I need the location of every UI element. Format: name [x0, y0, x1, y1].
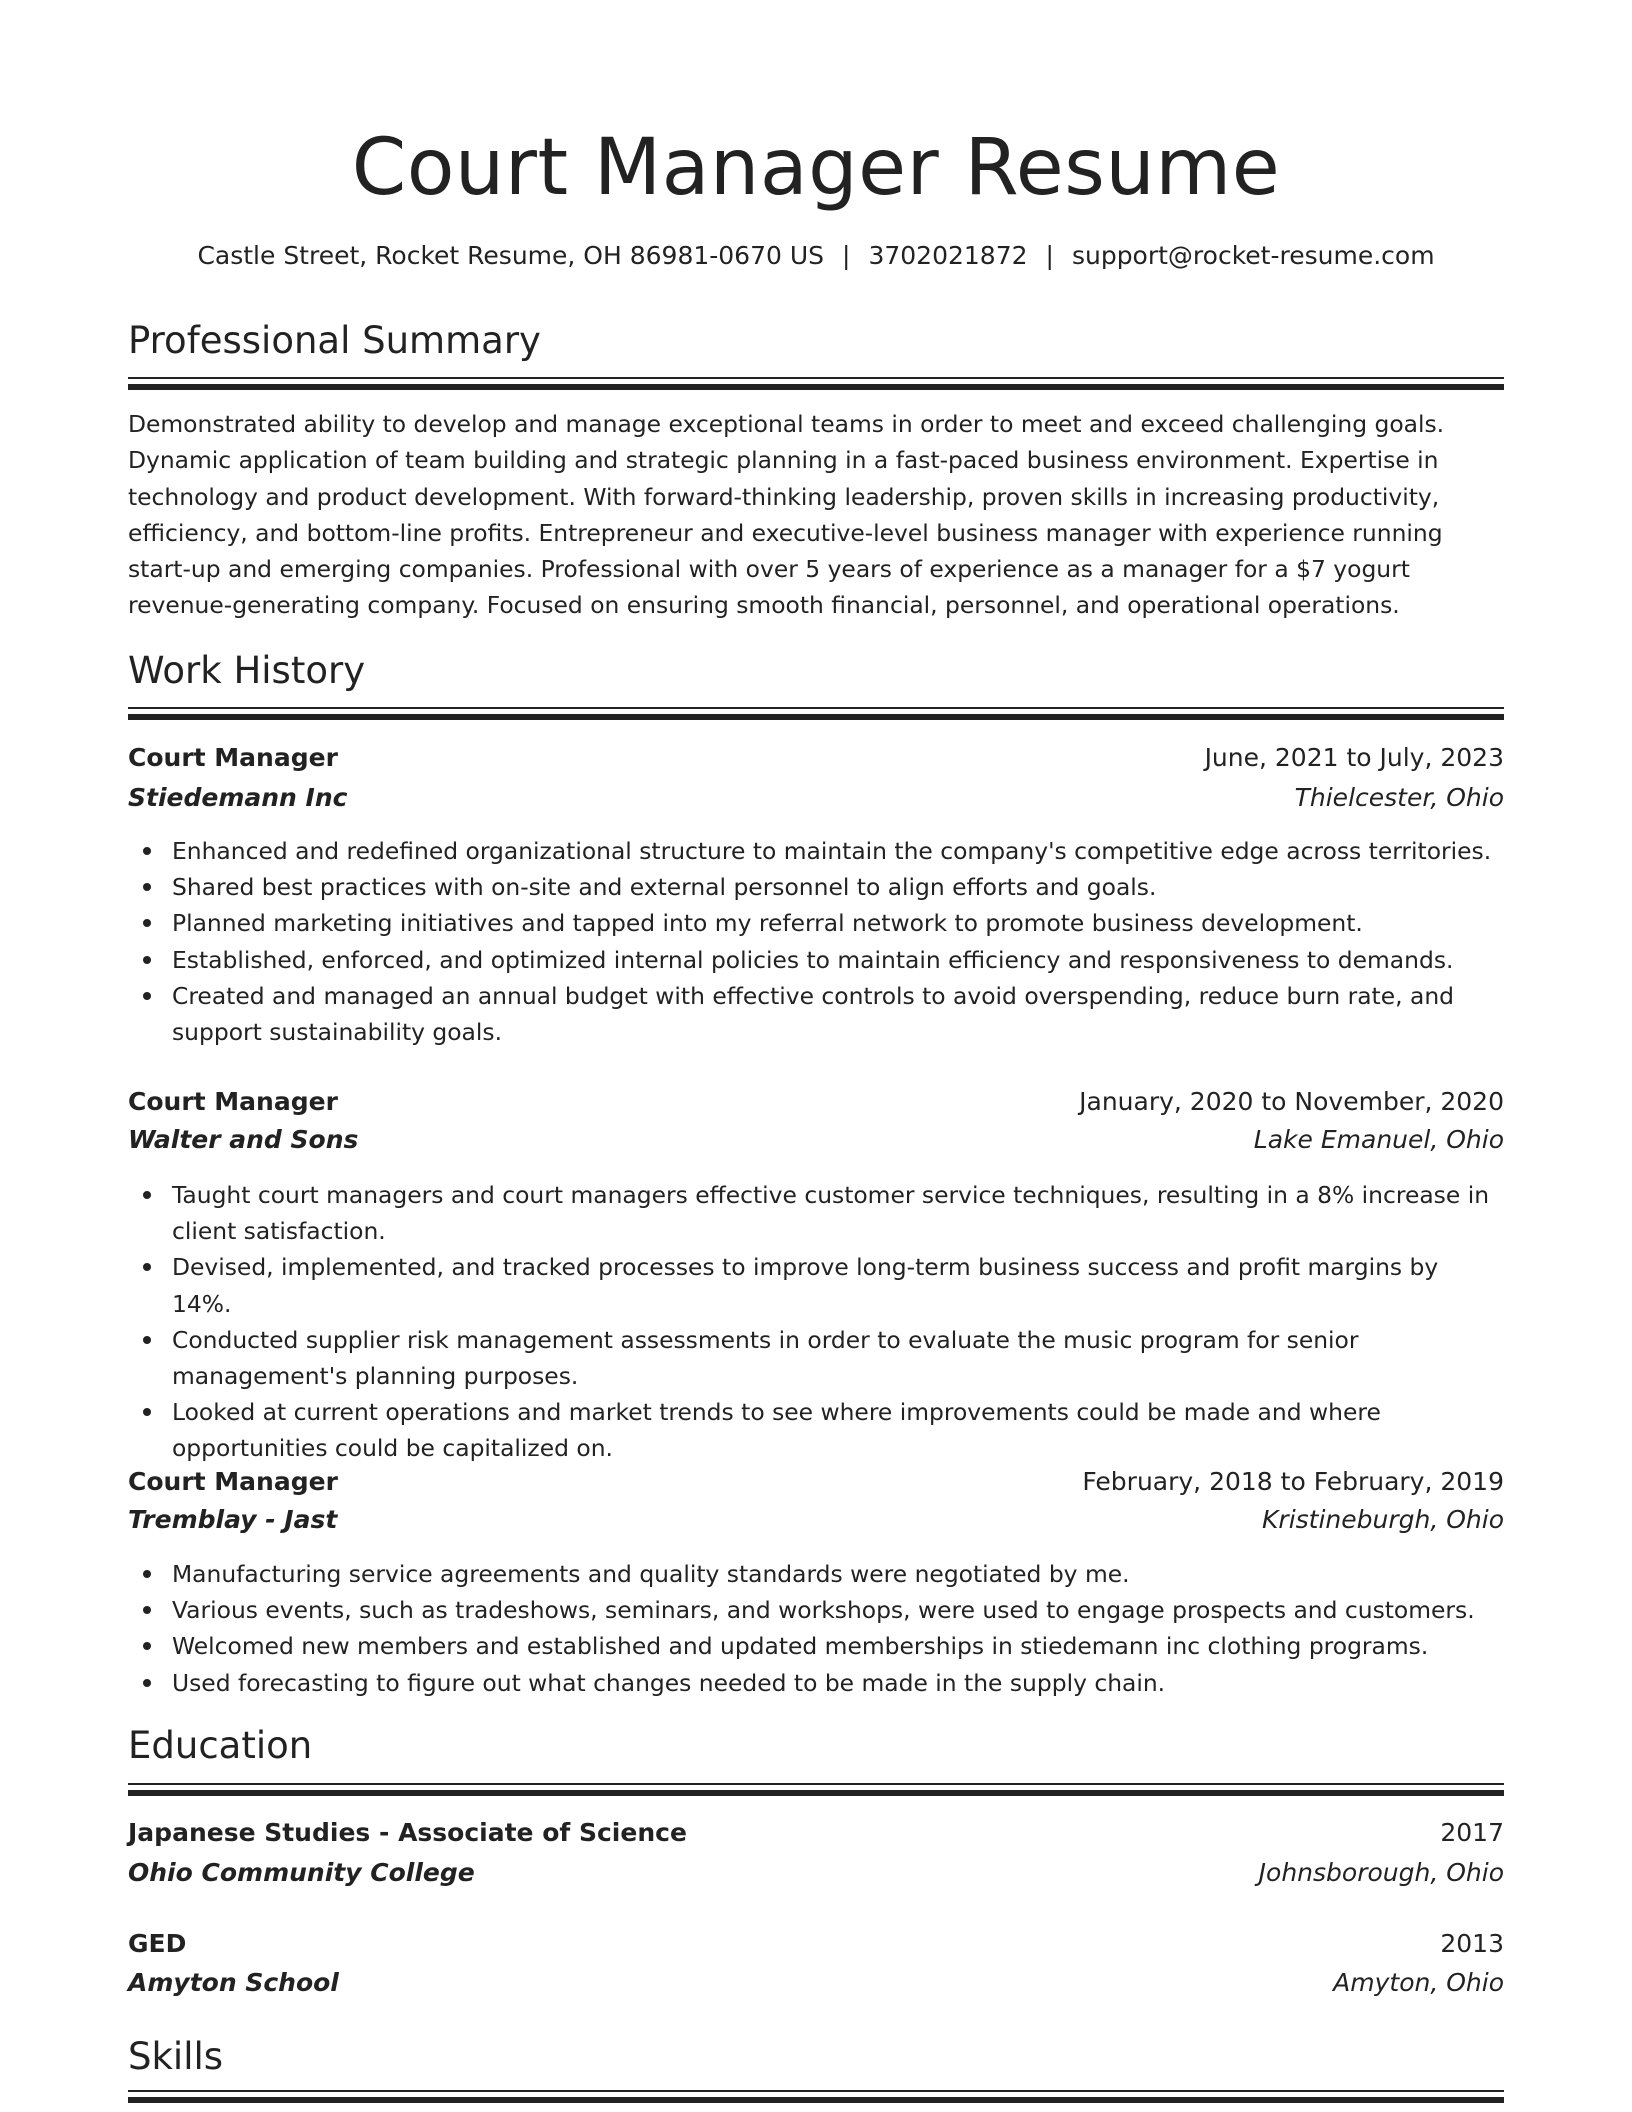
section-divider — [128, 2090, 1504, 2103]
contact-separator: | — [1045, 241, 1054, 270]
list-item: Used forecasting to figure out what changes needed to be made in the supply chain. — [128, 1665, 1504, 1701]
list-item: Manufacturing service agreements and quality standards were negotiated by me. — [128, 1556, 1504, 1592]
list-item: Enhanced and redefined organizational structure to maintain the company's competitive edge across territories. — [128, 833, 1504, 869]
job-header-row — [128, 1464, 1504, 1500]
section-divider — [128, 707, 1504, 720]
education-degree: GED — [128, 1929, 187, 1958]
list-item: Created and managed an annual budget with effective controls to avoid overspending, reduce burn rate, and support sustainability goals. — [128, 978, 1504, 1050]
list-item: Welcomed new members and established and updated memberships in stiedemann inc clothing programs. — [128, 1628, 1504, 1664]
job-location: Thielcester, Ohio — [1294, 783, 1504, 812]
job-bullet-list — [128, 833, 1504, 1050]
job-dates: January, 2020 to November, 2020 — [1079, 1087, 1504, 1116]
contact-line — [128, 240, 1504, 272]
section-title-summary: Professional Summary — [128, 319, 541, 362]
education-location: Johnsborough, Ohio — [1258, 1858, 1504, 1887]
contact-separator: | — [842, 241, 851, 270]
list-item: Planned marketing initiatives and tapped into my referral network to promote business development. — [128, 905, 1504, 941]
list-item: Various events, such as tradeshows, seminars, and workshops, were used to engage prospects and customers. — [128, 1592, 1504, 1628]
education-header-row — [128, 1815, 1504, 1851]
job-company: Stiedemann Inc — [128, 783, 348, 812]
list-item: Taught court managers and court managers effective customer service techniques, resulting in a 8% increase in client satisfaction. — [128, 1177, 1504, 1249]
job-title: Court Manager — [128, 743, 338, 772]
job-location: Lake Emanuel, Ohio — [1253, 1125, 1504, 1154]
section-title-work-history: Work History — [128, 649, 366, 692]
contact-address: Castle Street, Rocket Resume, OH 86981-0670 US — [197, 241, 825, 270]
job-dates: June, 2021 to July, 2023 — [1204, 743, 1504, 772]
section-title-education: Education — [128, 1724, 313, 1767]
job-company: Tremblay - Jast — [128, 1505, 338, 1534]
education-location: Amyton, Ohio — [1333, 1968, 1504, 1997]
contact-email: support@rocket-resume.com — [1071, 241, 1435, 270]
job-title: Court Manager — [128, 1087, 338, 1116]
job-dates: February, 2018 to February, 2019 — [1082, 1467, 1504, 1496]
job-header-row — [128, 740, 1504, 776]
section-divider — [128, 377, 1504, 390]
education-school: Ohio Community College — [128, 1858, 475, 1887]
education-degree: Japanese Studies - Associate of Science — [128, 1818, 687, 1847]
education-school: Amyton School — [128, 1968, 339, 1997]
job-bullet-list — [128, 1177, 1504, 1467]
section-divider — [128, 1783, 1504, 1796]
job-company-row — [128, 1502, 1504, 1538]
job-company-row — [128, 780, 1504, 816]
list-item: Conducted supplier risk management assessments in order to evaluate the music program for senior management's planning purposes. — [128, 1322, 1504, 1394]
contact-phone: 3702021872 — [868, 241, 1028, 270]
education-year: 2017 — [1440, 1818, 1504, 1847]
job-location: Kristineburgh, Ohio — [1262, 1505, 1504, 1534]
list-item: Shared best practices with on-site and external personnel to align efforts and goals. — [128, 869, 1504, 905]
list-item: Established, enforced, and optimized internal policies to maintain efficiency and responsiveness to demands. — [128, 942, 1504, 978]
job-bullet-list — [128, 1556, 1504, 1701]
job-company: Walter and Sons — [128, 1125, 359, 1154]
job-header-row — [128, 1084, 1504, 1120]
education-year: 2013 — [1440, 1929, 1504, 1958]
education-header-row — [128, 1926, 1504, 1962]
resume-title: Court Manager Resume — [351, 123, 1281, 213]
list-item: Devised, implemented, and tracked processes to improve long-term business success and profit margins by 14%. — [128, 1249, 1504, 1321]
education-school-row — [128, 1965, 1504, 2001]
section-title-skills: Skills — [128, 2035, 224, 2078]
list-item: Looked at current operations and market trends to see where improvements could be made and where opportunities could be capitalized on. — [128, 1394, 1504, 1466]
education-school-row — [128, 1855, 1504, 1891]
job-title: Court Manager — [128, 1467, 338, 1496]
job-company-row — [128, 1122, 1504, 1158]
summary-text: Demonstrated ability to develop and manage exceptional teams in order to meet and exceed challenging goals. Dynamic application of team building and strategic planning in a fast-paced business environment. Expertise in technology and product development. With forward-thinking leadership, proven skills in increasing productivity, efficiency, and bottom-line profits. Entrepreneur and executive-level business manager with experience running start-up and emerging companies. Professional with over 5 years of experience as a manager for a $7 yogurt revenue-generating company. Focused on ensuring smooth financial, personnel, and operational operations. — [128, 410, 1445, 620]
